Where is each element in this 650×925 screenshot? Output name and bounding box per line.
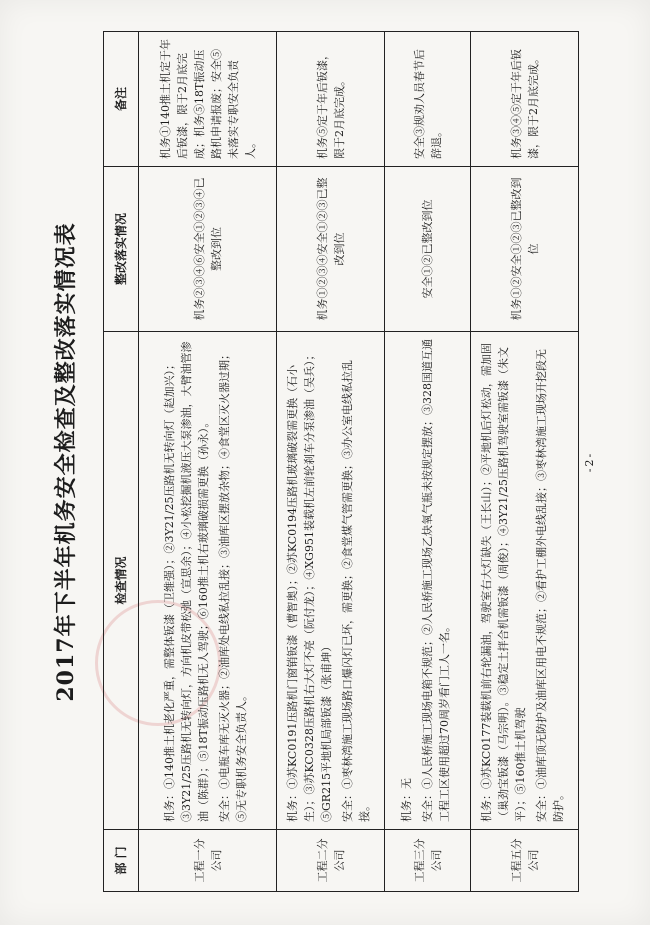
rotated-document xyxy=(45,22,605,902)
check-safety: 安全：①油库顶无防护及油库区用电不规范；②看护工棚外电线乱接；③枣林湾施工现场开挖段无防护。 xyxy=(535,349,565,822)
table-row xyxy=(471,32,579,892)
header-rectification: 整改落实情况 xyxy=(104,167,139,332)
check-cell xyxy=(471,332,579,830)
check-safety: 安全：①枣林湾施工现场路口爆闪灯已坏，需更换；②食堂煤气管需更换；③办公室电线私拉乱接。 xyxy=(341,360,371,822)
table-row xyxy=(385,32,471,892)
check-machinery: 机务：①苏KC0191压路机门窗销钣漆（曹智奥）；②苏KC0194压路机玻璃破裂需更换（石小生）；③苏KC0328压路机右大灯不亮（阮付龙）；④XG951装载机左前轮刹车分泵渗油（吴兵）；⑤GR215平地机局部钣漆（张甫坤） xyxy=(286,349,333,822)
rectification-cell: 机务②③④⑥安全①②③④已整改到位 xyxy=(139,167,277,332)
page-number: -2- xyxy=(583,451,596,473)
rectification-cell: 机务①②安全①②③已整改到位 xyxy=(471,167,579,332)
note-cell: 机务③④⑤定于年后钣漆，限于2月底完成。 xyxy=(471,32,579,167)
header-check: 检查情况 xyxy=(104,332,139,830)
note-cell: 安全③规劝人员春节后辞退。 xyxy=(385,32,471,167)
dept-cell: 工程三分公司 xyxy=(385,830,471,892)
table-header-row xyxy=(104,32,139,892)
check-machinery: 机务：①140推土机老化严重，需整体钣漆（卫维强）；②3Y21/25压路机无转向灯（赵加兴）；③3Y21/25压路机无转向灯，方向机皮带松弛（宣思余）；④小松挖掘机液压大泵渗油，大臂油管渗油（陈群）；⑤18T振动压路机无人驾驶；⑥160推土机右玻璃破损需更换（孙永）。 xyxy=(163,341,210,822)
note-cell: 机务①140推土机定于年后钣漆，限于2月底完成；机务⑤18T振动压路机申请报废；安全⑤未落实专职安全负责人。 xyxy=(139,32,277,167)
check-safety: 安全：①人民桥施工现场电箱不规范；②人民桥施工现场乙炔氧气瓶未按规定摆放；③328国道互通工程工区使用超过70周岁看门工人一名。 xyxy=(421,339,451,822)
check-machinery: 机务：①苏KC0177装载机前右轮漏油，驾驶室右大灯缺失（王长山）；②平地机后灯松动，需加固（巢劲宝钣漆（马宗明）。③稳定土拌合机需钣漆（周俊）；④3Y21/25压路机驾驶室需钣漆（朱文平）；⑤160推土机驾驶 xyxy=(480,343,527,822)
note-cell: 机务⑤定于年后钣漆，限于2月底完成。 xyxy=(277,32,385,167)
dept-cell: 工程二分公司 xyxy=(277,830,385,892)
table-row xyxy=(277,32,385,892)
document-title: 2017年下半年机务安全检查及整改落实情况表 xyxy=(53,222,79,702)
dept-cell: 工程一分公司 xyxy=(139,830,277,892)
header-dept: 部 门 xyxy=(104,830,139,892)
inspection-table xyxy=(103,31,579,892)
dept-cell: 工程五分公司 xyxy=(471,830,579,892)
table-row xyxy=(139,32,277,892)
check-cell xyxy=(385,332,471,830)
check-safety: 安全：①电瓶车库无灭火器；②油库处电线私拉乱接；③油库区摆放杂物；④食堂区灭火器过期；⑤无专职机务安全负责人。 xyxy=(218,349,248,822)
rectification-cell: 安全①②已整改到位 xyxy=(385,167,471,332)
check-cell xyxy=(139,332,277,830)
check-machinery: 机务：无 xyxy=(400,778,413,822)
rectification-cell: 机务①②③④安全①②③已整改到位 xyxy=(277,167,385,332)
header-note: 备注 xyxy=(104,32,139,167)
check-cell xyxy=(277,332,385,830)
